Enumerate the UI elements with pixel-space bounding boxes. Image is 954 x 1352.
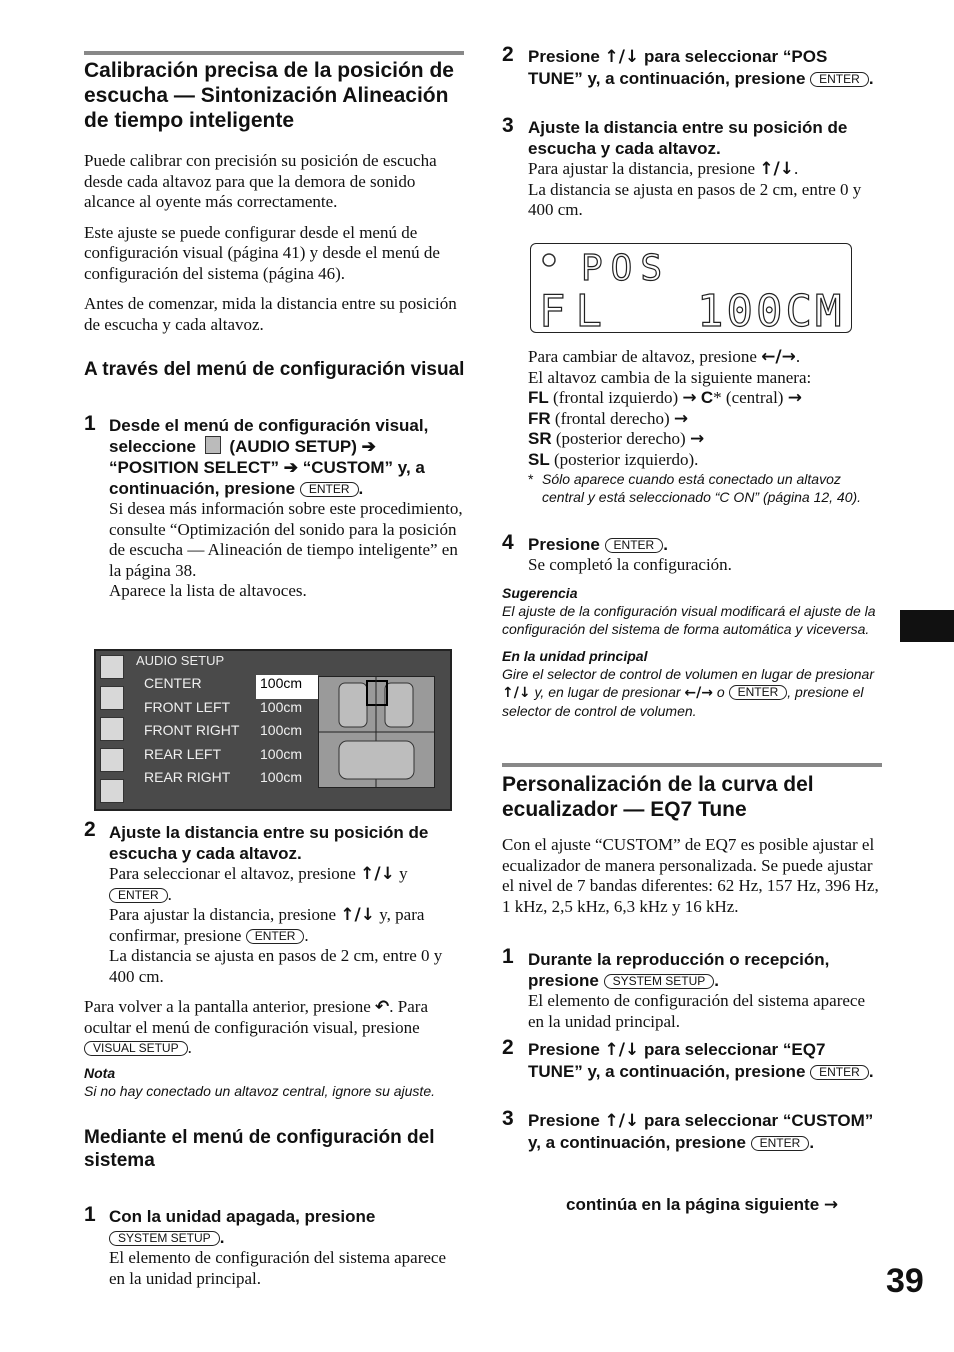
step-1-heading-b: (AUDIO SETUP) ➔ “POSITION SELECT” ➔ “CUSTOM” y, a continuación, presione xyxy=(109,437,425,498)
step-number: 2 xyxy=(502,1036,514,1059)
system-step-1-body: El elemento de configuración del sistema aparece en la unidad principal. xyxy=(109,1248,447,1288)
arrow-right-icon: → xyxy=(823,1195,839,1215)
tip-text: El ajuste de la configuración visual modificará el ajuste de la configuración del sistema de forma automática y viceversa. xyxy=(502,603,876,637)
visual-setup-button[interactable]: VISUAL SETUP xyxy=(84,1041,188,1056)
pos-step-4-body: Se completó la configuración. xyxy=(528,555,732,574)
screen-side-icons xyxy=(100,655,128,810)
main-unit-text: Gire el selector de control de volumen en lugar de presionar ↑/↓ y, en lugar de presionar ←/→ o ENTER , presione el selector de control de volumen. xyxy=(502,666,874,719)
step-number: 1 xyxy=(84,412,96,435)
system-setup-button[interactable]: SYSTEM SETUP xyxy=(604,974,715,989)
tip-title: Sugerencia xyxy=(502,585,578,601)
pos-step-3-line-2: La distancia se ajusta en pasos de 2 cm, entre 0 y 400 cm. xyxy=(528,179,862,219)
speaker-row[interactable]: FRONT RIGHT 100cm xyxy=(144,722,303,739)
up-down-arrows-icon: ↑/↓ xyxy=(759,159,795,179)
audio-setup-screen xyxy=(94,649,452,811)
enter-button[interactable]: ENTER xyxy=(246,929,305,944)
step-2-block xyxy=(109,822,464,987)
eq-section xyxy=(502,772,884,917)
eq-step-3-heading: Presione ↑/↓ para seleccionar “CUSTOM” y, a continuación, presione ENTER . xyxy=(528,1111,874,1152)
system-step-1-heading: Con la unidad apagada, presione SYSTEM SETUP . xyxy=(109,1207,376,1247)
step-number: 4 xyxy=(502,531,514,554)
pos-step-3-line-1: Para ajustar la distancia, presione ↑/↓. xyxy=(528,159,799,179)
left-right-arrows-icon: ←/→ xyxy=(684,685,713,701)
cycle-line-1: FL (frontal izquierdo) → C* (central) → xyxy=(528,388,802,408)
enter-button[interactable]: ENTER xyxy=(751,1136,810,1151)
step-number: 2 xyxy=(84,818,96,841)
right-mid-rule xyxy=(502,763,882,767)
eq-step-2-block xyxy=(528,1039,883,1082)
up-down-arrows-icon: ↑/↓ xyxy=(604,1040,640,1060)
eq-step-3-block xyxy=(528,1110,883,1153)
toolbox-icon xyxy=(100,717,124,741)
eq-step-1-heading: Durante la reproducción o recepción, presione SYSTEM SETUP . xyxy=(528,950,830,990)
eq-step-1-body: El elemento de configuración del sistema aparece en la unidad principal. xyxy=(528,991,866,1031)
speaker-row[interactable]: REAR RIGHT 100cm xyxy=(144,769,303,786)
enter-button[interactable]: ENTER xyxy=(810,1065,869,1080)
page-number: 39 xyxy=(886,1262,924,1300)
left-after-steps xyxy=(84,997,464,1172)
lcd-right-text: 100CM xyxy=(697,286,845,333)
display-icon xyxy=(100,686,124,710)
back-icon: ↶ xyxy=(375,997,390,1017)
audio-setup-icon xyxy=(100,748,124,772)
step-2-heading: Ajuste la distancia entre su posición de escucha y cada altavoz. xyxy=(109,823,429,863)
step-2-line-2: Para ajustar la distancia, presione ↑/↓ y, para confirmar, presione ENTER . xyxy=(109,905,425,945)
speaker-row[interactable]: REAR LEFT 100cm xyxy=(144,745,303,762)
step-1-heading: Desde el menú de configuración visual, seleccione (AUDIO SETUP) ➔ “POSITION SELECT” ➔ “CUSTOM” y, a continuación, presione ENTER . xyxy=(109,416,429,498)
subheading-system-menu: Mediante el menú de configuración del sistema xyxy=(84,1126,435,1171)
lcd-left-text: FL xyxy=(539,286,612,333)
lcd-display xyxy=(530,243,852,333)
speaker-row[interactable]: FRONT LEFT 100cm xyxy=(144,698,303,715)
enter-button[interactable]: ENTER xyxy=(810,72,869,87)
subheading-visual-menu: A través del menú de configuración visual xyxy=(84,359,465,380)
system-setup-button[interactable]: SYSTEM SETUP xyxy=(109,1231,220,1246)
cycle-line-4: SL (posterior izquierdo). xyxy=(528,449,699,469)
step-1-body: Si desea más información sobre este procedimiento, consulte “Optimización del sonido para la posición de escucha — Alineación de tiempo inteligente” en la página 38. xyxy=(109,499,463,580)
screen-title: AUDIO SETUP xyxy=(136,653,225,668)
step-number: 2 xyxy=(502,43,514,66)
music-icon xyxy=(100,655,124,679)
pos-step-2-heading: Presione ↑/↓ para seleccionar “POS TUNE” y, a continuación, presione ENTER . xyxy=(528,47,874,88)
car-seats-illustration xyxy=(318,676,435,788)
intro-paragraph-2: Este ajuste se puede configurar desde el menú de configuración visual (página 41) y desde el menú de configuración del sistema (página 46). xyxy=(84,222,440,283)
step-1-heading-a: Desde el menú de configuración visual, seleccione xyxy=(109,416,429,456)
side-tab xyxy=(900,610,954,642)
speaker-cycle-block xyxy=(528,347,883,506)
eq-step-2-heading: Presione ↑/↓ para seleccionar “EQ7 TUNE” y, a continuación, presione ENTER . xyxy=(528,1040,874,1081)
pos-step-4-block xyxy=(528,534,883,576)
left-top-rule xyxy=(84,51,464,55)
up-down-arrows-icon: ↑/↓ xyxy=(502,685,531,701)
step-2-line-1: Para seleccionar el altavoz, presione ↑/↓ y ENTER . xyxy=(109,864,408,904)
lcd-indicator-icon xyxy=(543,254,555,266)
intro-paragraph-3: Antes de comenzar, mida la distancia entre su posición de escucha y cada altavoz. xyxy=(84,294,457,334)
pos-step-3-block xyxy=(528,117,883,221)
pos-step-2-block xyxy=(528,46,883,89)
left-right-arrows-icon: ←/→ xyxy=(761,347,796,367)
pos-step-4-heading: Presione ENTER . xyxy=(528,535,668,554)
cycle-line-2: FR (frontal derecho) → xyxy=(528,408,689,429)
enter-button[interactable]: ENTER xyxy=(605,538,664,553)
continue-note: continúa en la página siguiente → xyxy=(566,1195,839,1215)
up-down-arrows-icon: ↑/↓ xyxy=(340,905,376,925)
left-column xyxy=(84,58,466,381)
step-number: 1 xyxy=(502,945,514,968)
up-down-arrows-icon: ↑/↓ xyxy=(604,47,640,67)
step-number: 3 xyxy=(502,114,514,137)
cycle-line-3: SR (posterior derecho) → xyxy=(528,429,705,449)
enter-button[interactable]: ENTER xyxy=(300,482,359,497)
audio-setup-icon xyxy=(205,436,221,454)
system-step-1-block xyxy=(109,1206,464,1289)
pos-step-3-heading: Ajuste la distancia entre su posición de escucha y cada altavoz. xyxy=(528,118,848,158)
tips-block xyxy=(502,584,884,720)
step-number: 3 xyxy=(502,1107,514,1130)
lcd-top-text: POS xyxy=(581,248,671,289)
change-speaker-line-2: El altavoz cambia de la siguiente manera: xyxy=(528,367,812,387)
eq-intro: Con el ajuste “CUSTOM” de EQ7 es posible ajustar el ecualizador de manera personalizada. Se puede ajustar el nivel de 7 bandas diferentes: 62 Hz, 157 Hz, 396 Hz, 1 kHz, 2,5 kHz, 6,3 kHz y 16 kHz. xyxy=(502,835,879,916)
up-down-arrows-icon: ↑/↓ xyxy=(604,1111,640,1131)
change-speaker-line: Para cambiar de altavoz, presione ←/→. xyxy=(528,347,801,367)
back-instruction: Para volver a la pantalla anterior, presione ↶. Para ocultar el menú de configuración visual, presione VISUAL SETUP . xyxy=(84,997,428,1057)
section-heading: Calibración precisa de la posición de escucha — Sintonización Alineación de tiempo inteligente xyxy=(84,59,454,132)
main-unit-title: En la unidad principal xyxy=(502,648,648,664)
intro-paragraph-1: Puede calibrar con precisión su posición de escucha desde cada altavoz para que la demora de sonido alcance al oyente más correctamente. xyxy=(84,151,437,211)
step-2-line-3: La distancia se ajusta en pasos de 2 cm, entre 0 y 400 cm. xyxy=(109,946,443,986)
step-number: 1 xyxy=(84,1203,96,1226)
eq-heading: Personalización de la curva del ecualizador — EQ7 Tune xyxy=(502,773,814,821)
speaker-list xyxy=(144,675,318,793)
note-text: Si no hay conectado un altavoz central, ignore su ajuste. xyxy=(84,1082,435,1099)
step-1-body-2: Aparece la lista de altavoces. xyxy=(109,581,307,600)
step-1-block xyxy=(109,415,464,602)
enter-button[interactable]: ENTER xyxy=(729,685,788,700)
up-down-arrows-icon: ↑/↓ xyxy=(360,864,395,884)
note-title: Nota xyxy=(84,1064,116,1081)
enter-button[interactable]: ENTER xyxy=(109,888,168,903)
footnote: * Sólo aparece cuando está conectado un altavoz central y está seleccionado “C ON” (página 12, 40). xyxy=(528,471,862,505)
source-icon xyxy=(100,779,124,803)
speaker-row[interactable]: CENTER 100cm xyxy=(144,675,318,699)
eq-step-1-block xyxy=(528,949,883,1032)
